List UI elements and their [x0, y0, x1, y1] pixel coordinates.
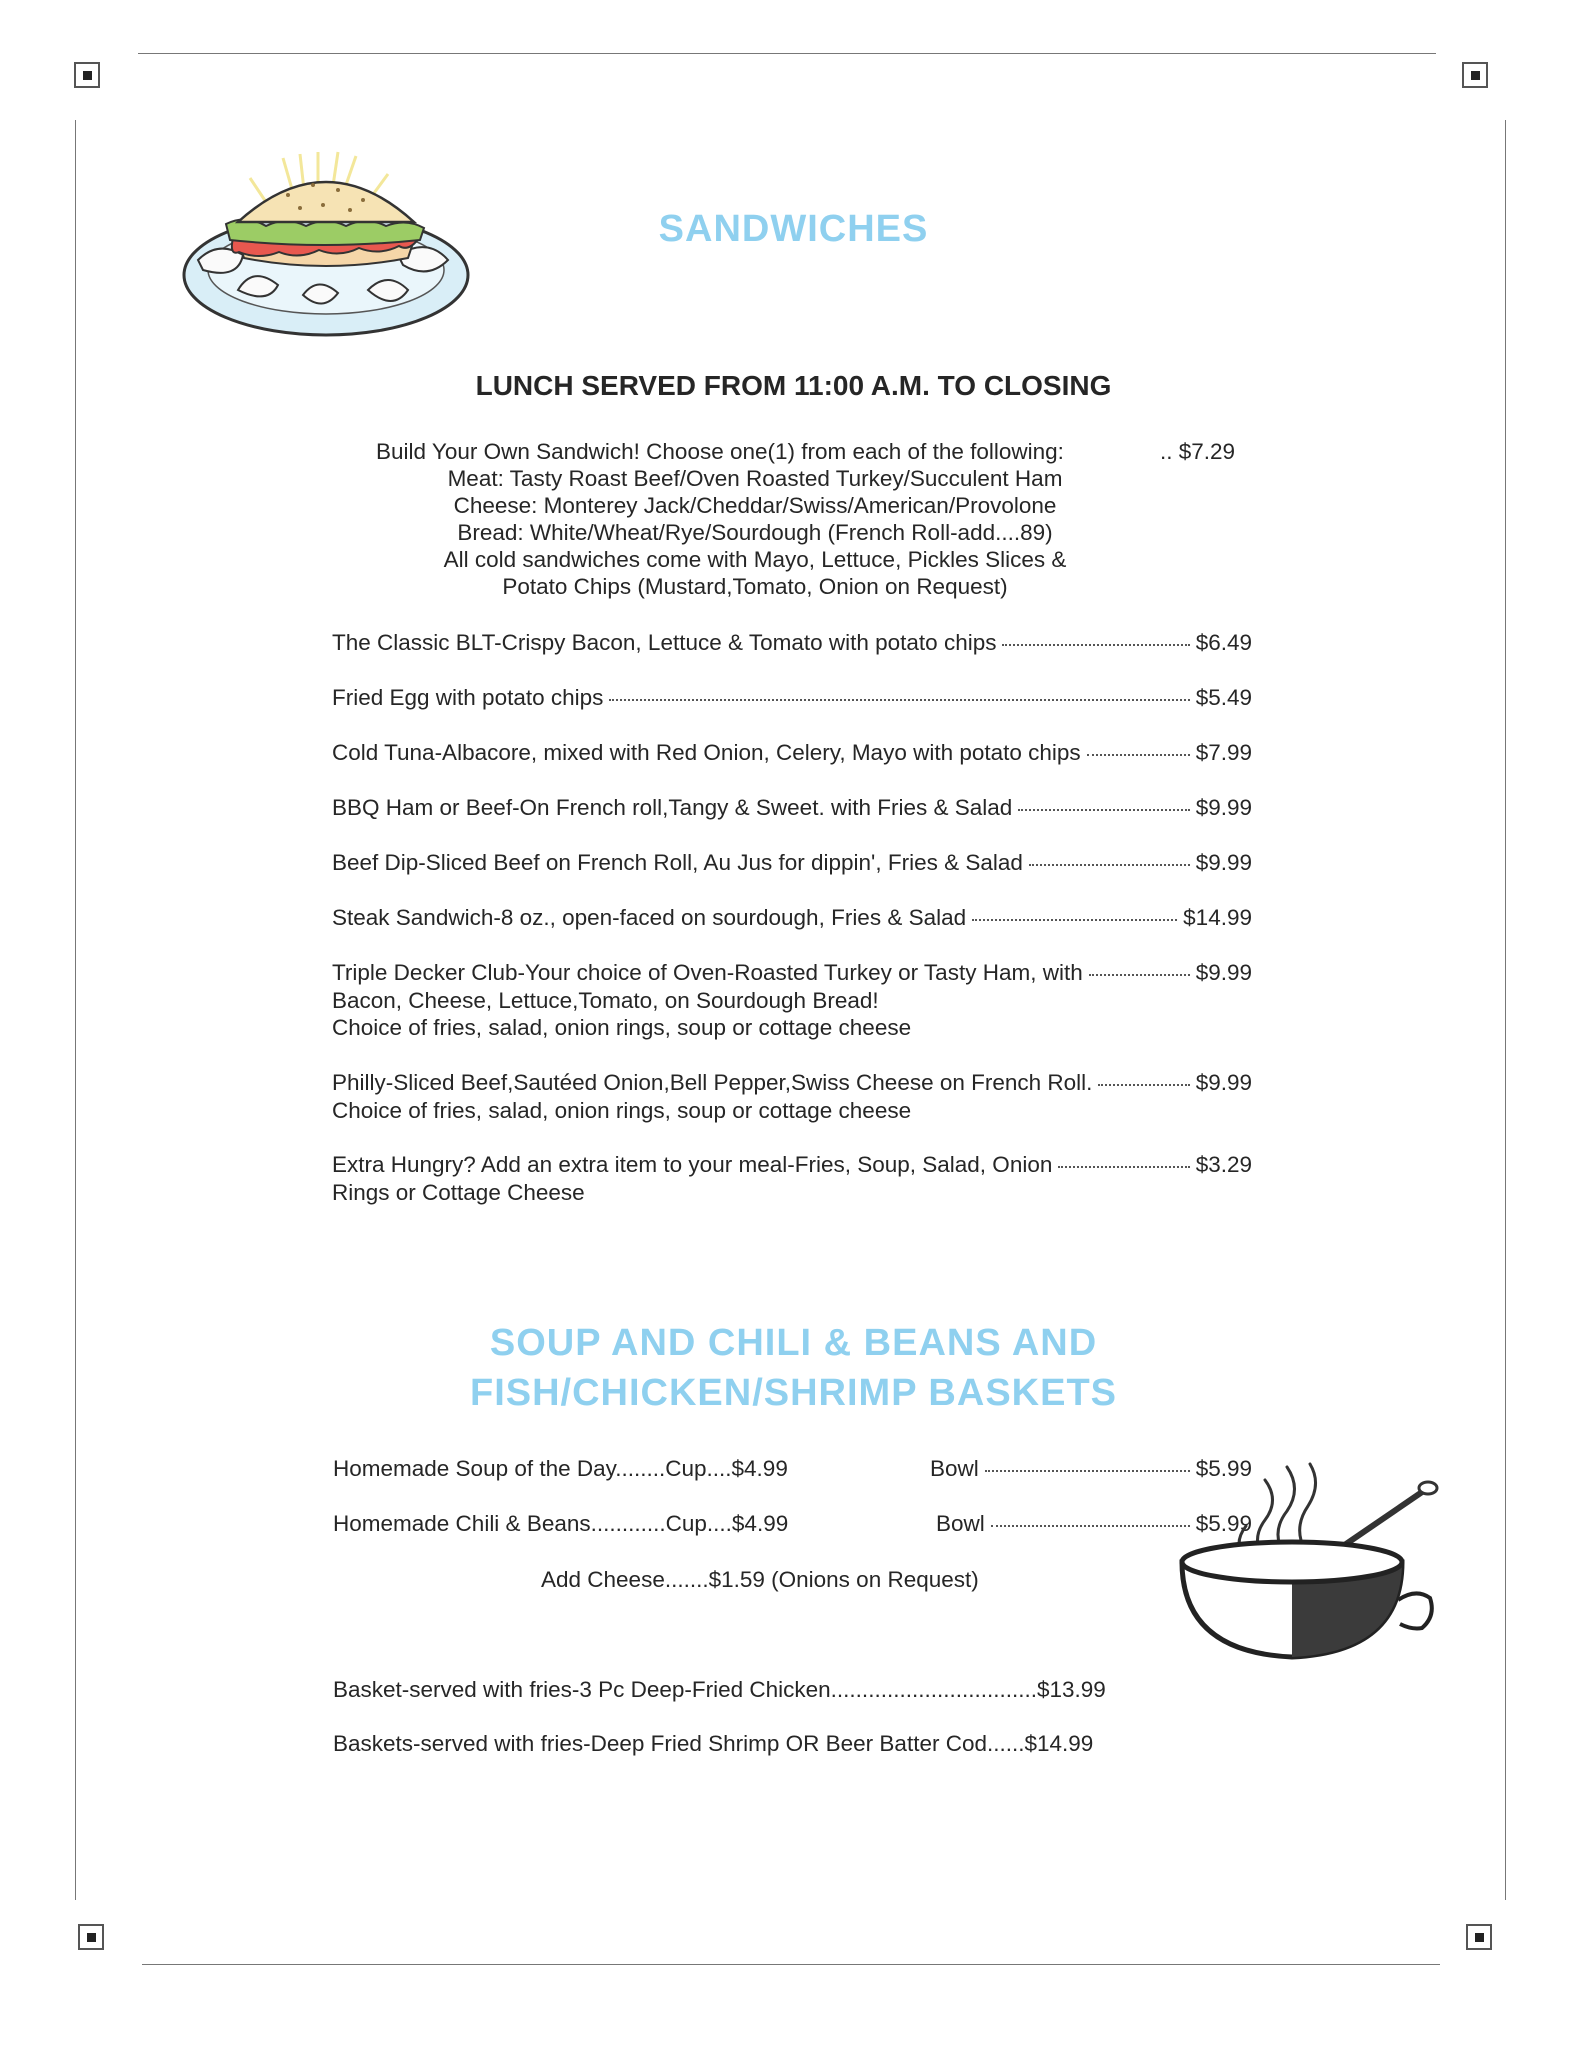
soup-pot-icon: [1170, 1450, 1440, 1670]
item-continuation: Choice of fries, salad, onion rings, soup or cottage cheese: [332, 1015, 912, 1040]
menu-item: [332, 849, 1252, 877]
dot-leader: [1058, 1166, 1189, 1168]
add-cheese-line: Add Cheese.......$1.59 (Onions on Request): [541, 1567, 979, 1592]
item-price: $9.99: [1195, 1070, 1252, 1095]
menu-item: [332, 959, 1252, 1042]
item-description: Beef Dip-Sliced Beef on French Roll, Au Jus for dippin', Fries & Salad: [332, 850, 1023, 875]
menu-item: [332, 1069, 1252, 1124]
item-description: Extra Hungry? Add an extra item to your meal-Fries, Soup, Salad, Onion: [332, 1152, 1053, 1177]
dot-leader: [1089, 974, 1190, 976]
dot-leader: [1029, 864, 1190, 866]
item-description: Fried Egg with potato chips: [332, 685, 604, 710]
build-cheese-options: Cheese: Monterey Jack/Cheddar/Swiss/American/Provolone: [453, 493, 1057, 518]
item-continuation: Choice of fries, salad, onion rings, soup or cottage cheese: [332, 1097, 912, 1123]
soup-of-day-cup: Homemade Soup of the Day........Cup....$4.99: [333, 1456, 788, 1481]
item-description: The Classic BLT-Crispy Bacon, Lettuce & Tomato with potato chips: [332, 630, 997, 655]
dot-leader: [985, 1470, 1190, 1472]
item-description: Steak Sandwich-8 oz., open-faced on sourdough, Fries & Salad: [332, 905, 967, 930]
dot-leader: [972, 919, 1177, 921]
menu-item: [332, 739, 1252, 767]
item-price: $14.99: [1183, 905, 1252, 930]
dot-leader: [991, 1525, 1190, 1527]
build-meat-options: Meat: Tasty Roast Beef/Oven Roasted Turkey/Succulent Ham: [447, 466, 1063, 491]
chicken-basket-line: Basket-served with fries-3 Pc Deep-Fried Chicken.................................$13.99: [333, 1677, 1106, 1702]
item-description: BBQ Ham or Beef-On French roll,Tangy & Sweet. with Fries & Salad: [332, 795, 1013, 820]
dot-leader: [1098, 1084, 1189, 1086]
sandwiches-heading: SANDWICHES: [658, 208, 929, 250]
build-your-own-price: .. $7.29: [1160, 439, 1236, 464]
item-price: $9.99: [1195, 850, 1252, 875]
corner-mark-top-left: [74, 62, 100, 88]
item-price: $7.99: [1195, 740, 1252, 765]
bottom-border-line: [142, 1964, 1440, 1965]
item-price: $9.99: [1195, 795, 1252, 820]
bowl-label: Bowl: [936, 1511, 985, 1536]
dot-leader: [1002, 644, 1189, 646]
item-price: $6.49: [1195, 630, 1252, 655]
build-your-own-line: Build Your Own Sandwich! Choose one(1) from each of the following:: [376, 439, 1064, 464]
soups-heading: [0, 1318, 1587, 1418]
item-continuation: Bacon, Cheese, Lettuce,Tomato, on Sourdough Bread!: [332, 987, 879, 1013]
item-description: Triple Decker Club-Your choice of Oven-Roasted Turkey or Tasty Ham, with: [332, 960, 1083, 985]
item-price: $9.99: [1195, 960, 1252, 985]
menu-item: [332, 1151, 1252, 1206]
lunch-hours-subheading: LUNCH SERVED FROM 11:00 A.M. TO CLOSING: [475, 370, 1112, 401]
menu-item: [332, 629, 1252, 657]
item-continuation: Rings or Cottage Cheese: [332, 1179, 585, 1205]
soups-heading-line-2: FISH/CHICKEN/SHRIMP BASKETS: [469, 1372, 1118, 1414]
dot-leader: [609, 699, 1189, 701]
item-price: $5.49: [1195, 685, 1252, 710]
menu-item: [332, 684, 1252, 712]
chili-beans-cup: Homemade Chili & Beans............Cup....$4.99: [333, 1511, 789, 1536]
top-border-line: [138, 53, 1436, 54]
bowl-price: $5.99: [1195, 1511, 1252, 1536]
menu-item: [332, 794, 1252, 822]
corner-mark-bottom-right: [1466, 1924, 1492, 1950]
menu-item: [332, 904, 1252, 932]
build-bread-options: Bread: White/Wheat/Rye/Sourdough (French Roll-add....89): [457, 520, 1053, 545]
corner-mark-top-right: [1462, 62, 1488, 88]
soups-heading-line-1: SOUP AND CHILI & BEANS AND: [489, 1322, 1098, 1364]
dot-leader: [1018, 809, 1189, 811]
bowl-price: $5.99: [1195, 1456, 1252, 1481]
shrimp-cod-basket-line: Baskets-served with fries-Deep Fried Shrimp OR Beer Batter Cod......$14.99: [333, 1731, 1094, 1756]
dot-leader: [1087, 754, 1190, 756]
build-note-line-2: Potato Chips (Mustard,Tomato, Onion on Request): [502, 574, 1008, 599]
bowl-label: Bowl: [930, 1456, 979, 1481]
item-description: Cold Tuna-Albacore, mixed with Red Onion, Celery, Mayo with potato chips: [332, 740, 1081, 765]
item-price: $3.29: [1195, 1152, 1252, 1177]
corner-mark-bottom-left: [78, 1924, 104, 1950]
item-description: Philly-Sliced Beef,Sautéed Onion,Bell Pepper,Swiss Cheese on French Roll.: [332, 1070, 1093, 1095]
build-note-line-1: All cold sandwiches come with Mayo, Lettuce, Pickles Slices &: [443, 547, 1067, 572]
